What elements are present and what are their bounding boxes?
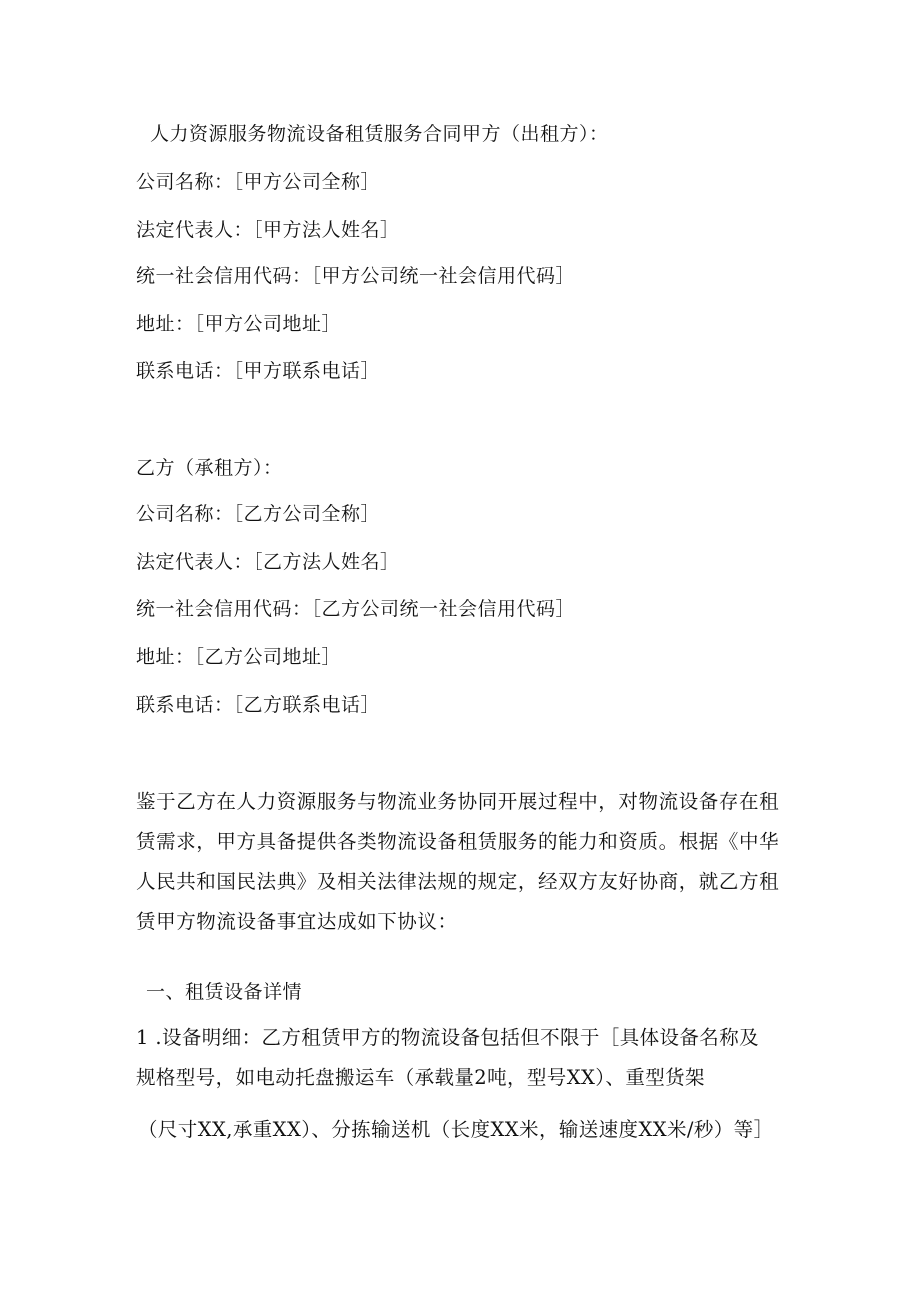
party-b-phone: 联系电话：［乙方联系电话］ — [136, 694, 381, 716]
list-item — [136, 1018, 776, 1150]
party-b-credit-code: 统一社会信用代码：［乙方公司统一社会信用代码］ — [136, 598, 576, 620]
preamble-line: 人民共和国民法典》及相关法律法规的规定，经双方友好协商，就乙方租 — [136, 870, 780, 893]
document-title: 人力资源服务物流设备租赁服务合同甲方（出租方）： — [150, 123, 609, 145]
preamble-line: 赁需求，甲方具备提供各类物流设备租赁服务的能力和资质。根据《中华 — [136, 830, 780, 853]
party-a-address: 地址：［甲方公司地址］ — [136, 313, 342, 335]
party-b-company: 公司名称：［乙方公司全称］ — [136, 503, 381, 525]
party-b-legal-rep: 法定代表人：［乙方法人姓名］ — [136, 551, 400, 573]
party-a-company: 公司名称：［甲方公司全称］ — [136, 171, 381, 193]
party-b-heading: 乙方（承租方）： — [136, 457, 283, 479]
preamble-paragraph — [136, 782, 784, 942]
item-line: （尺寸XX,承重XX）、分拣输送机（长度XX米，输送速度XX米/秒）等］ — [138, 1118, 774, 1141]
party-a-legal-rep: 法定代表人：［甲方法人姓名］ — [136, 219, 400, 241]
item-line: 1 .设备明细：乙方租赁甲方的物流设备包括但不限于［具体设备名称及 — [136, 1026, 760, 1049]
party-a-credit-code: 统一社会信用代码：［甲方公司统一社会信用代码］ — [136, 265, 576, 287]
party-a-phone: 联系电话：［甲方联系电话］ — [136, 360, 381, 382]
party-b-address: 地址：［乙方公司地址］ — [136, 646, 342, 668]
item-line: 规格型号，如电动托盘搬运车（承载量2吨，型号XX）、重型货架 — [136, 1066, 705, 1089]
section-heading: 一、租赁设备详情 — [146, 981, 303, 1003]
preamble-line: 赁甲方物流设备事宜达成如下协议： — [136, 910, 458, 933]
preamble-line: 鉴于乙方在人力资源服务与物流业务协同开展过程中，对物流设备存在租 — [136, 790, 780, 813]
